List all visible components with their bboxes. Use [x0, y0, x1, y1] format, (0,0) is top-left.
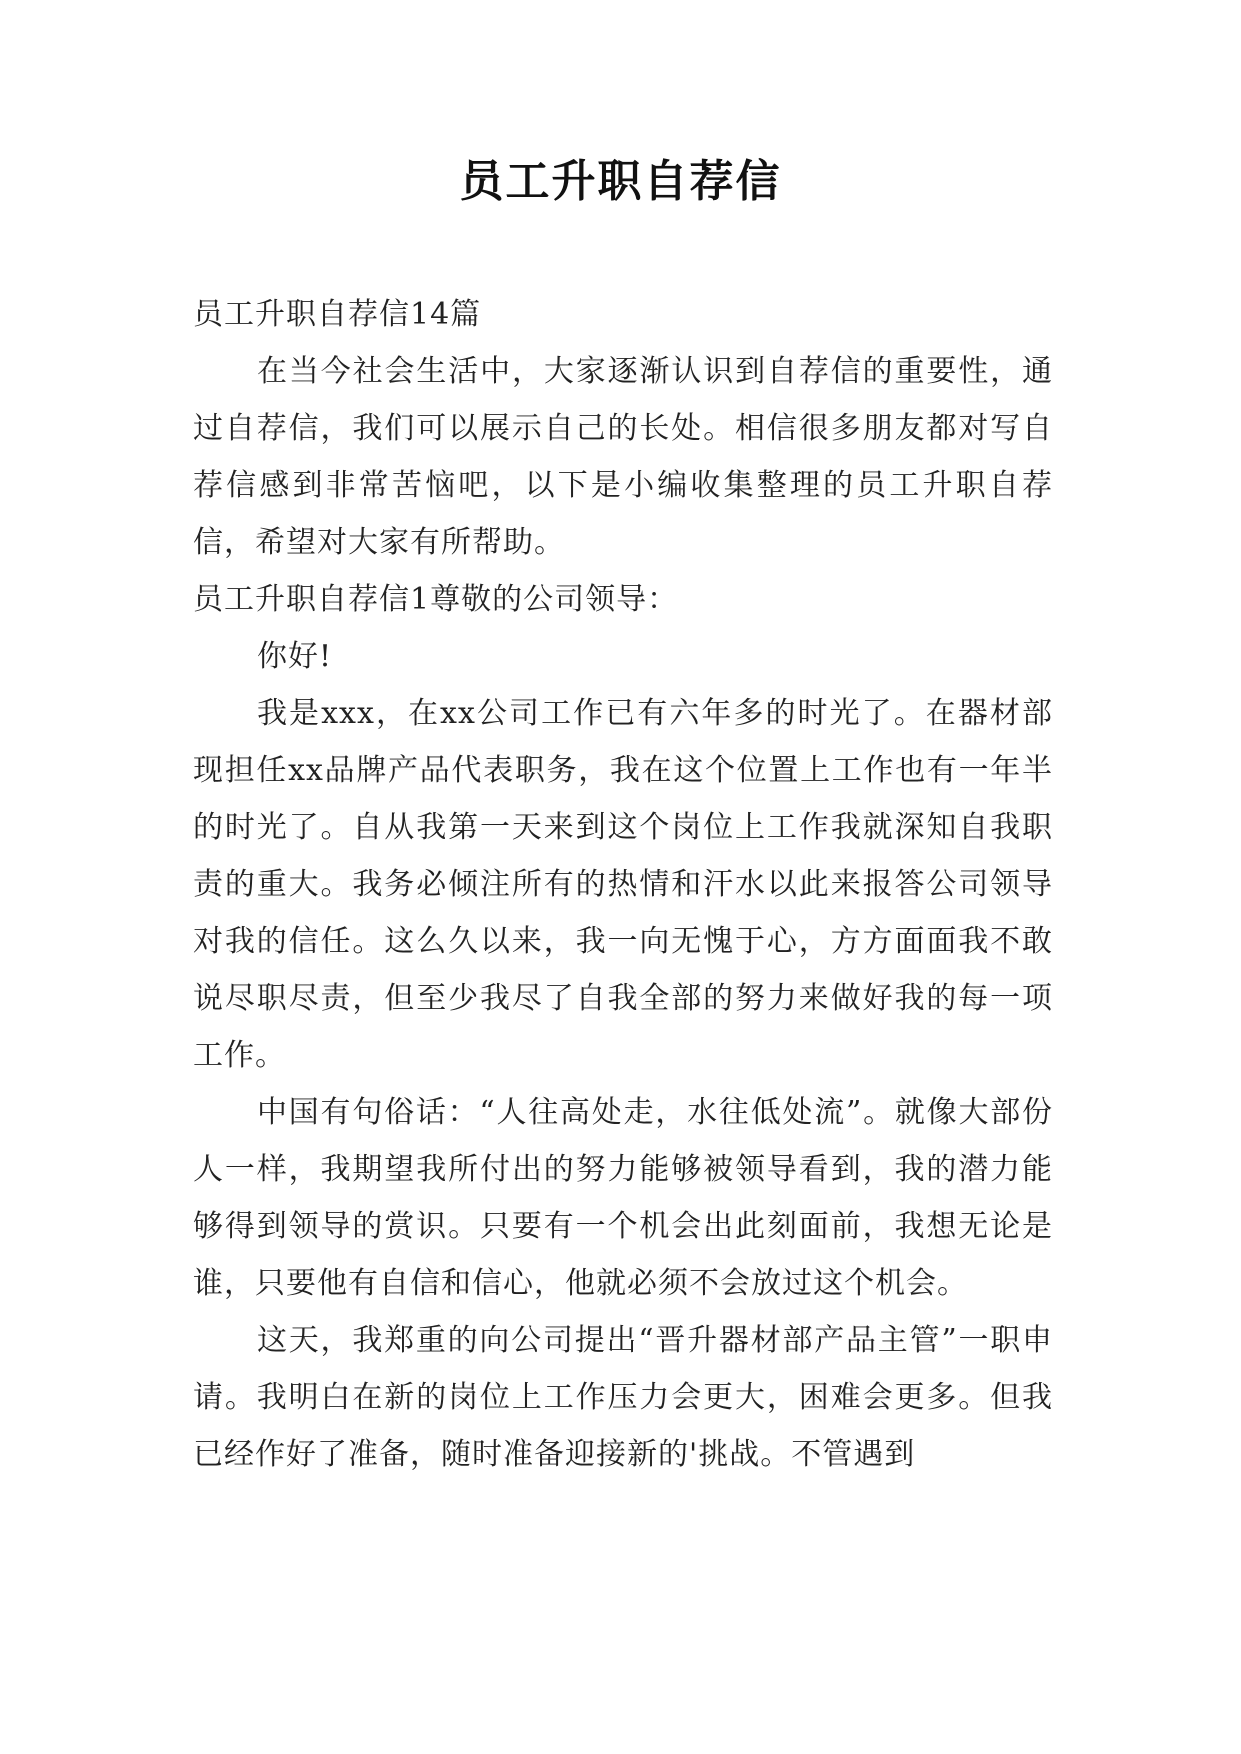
- paragraph-heading: 员工升职自荐信14篇: [193, 297, 482, 332]
- paragraph-body: 中国有句俗话：“人往高处走，水往低处流”。就像大部份人一样，我期望我所付出的努力能够被领导看到，我的潜力能够得到领导的赏识。只要有一个机会出此刻面前，我想无论是谁，只要他有自信和信心，他就必须不会放过这个机会。: [193, 1095, 1053, 1301]
- document-title: 员工升职自荐信: [459, 156, 782, 207]
- document-body: [193, 286, 1053, 1483]
- paragraph-intro: 在当今社会生活中，大家逐渐认识到自荐信的重要性，通过自荐信，我们可以展示自己的长处。相信很多朋友都对写自荐信感到非常苦恼吧，以下是小编收集整理的员工升职自荐信，希望对大家有所帮助。: [193, 354, 1053, 560]
- paragraph-body: 我是xxx，在xx公司工作已有六年多的时光了。在器材部现担任xx品牌产品代表职务，我在这个位置上工作也有一年半的时光了。自从我第一天来到这个岗位上工作我就深知自我职责的重大。我务必倾注所有的热情和汗水以此来报答公司领导对我的信任。这么久以来，我一向无愧于心，方方面面我不敢说尽职尽责，但至少我尽了自我全部的努力来做好我的每一项工作。: [193, 696, 1053, 1073]
- paragraph-letter-heading: 员工升职自荐信1尊敬的公司领导：: [193, 582, 679, 617]
- paragraph-greeting: 你好!: [257, 639, 333, 674]
- paragraph-body: 这天，我郑重的向公司提出“晋升器材部产品主管”一职申请。我明白在新的岗位上工作压力会更大，困难会更多。但我已经作好了准备，随时准备迎接新的'挑战。不管遇到: [193, 1323, 1053, 1472]
